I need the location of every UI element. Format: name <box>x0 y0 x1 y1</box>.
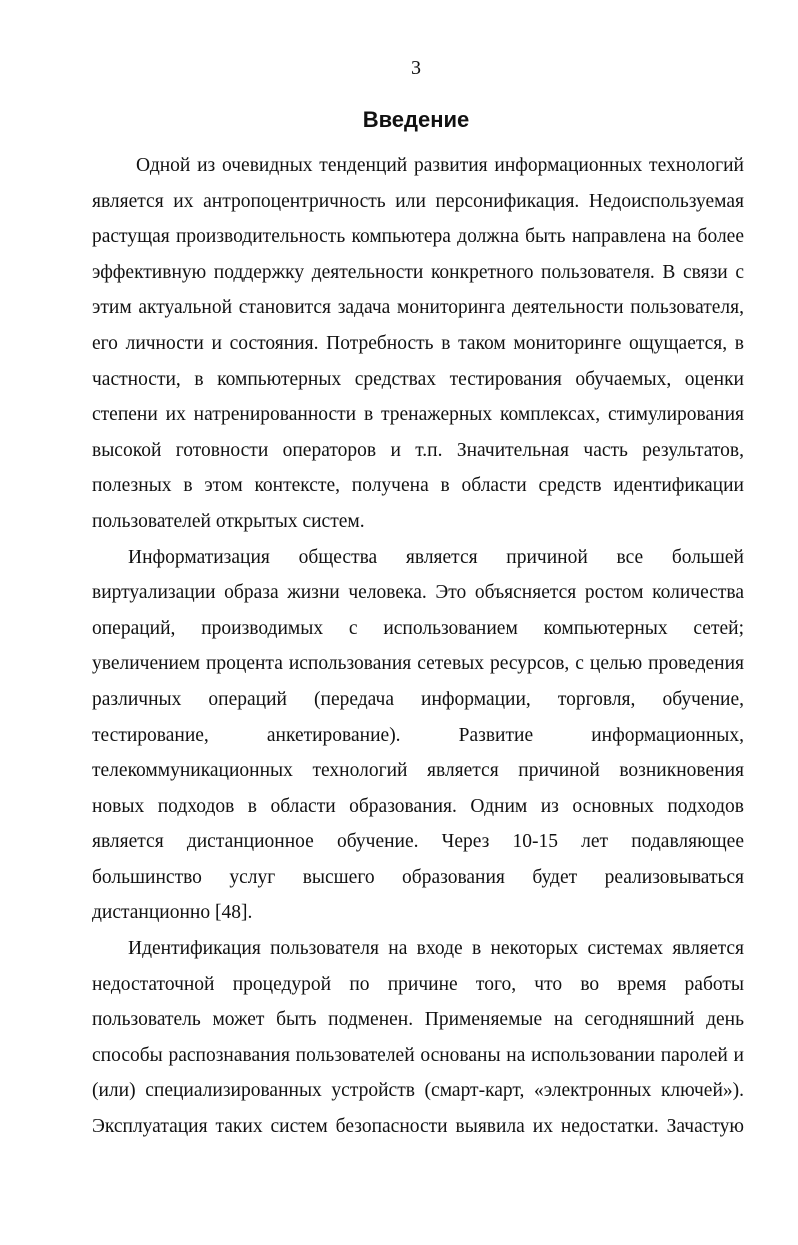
text-line: способы распознавания пользователей основаны на использовании паролей и <box>92 1044 744 1066</box>
text-line: частности, в компьютерных средствах тестирования обучаемых, оценки <box>92 368 744 390</box>
text-line: пользователей открытых систем. <box>92 510 365 532</box>
text-line: новых подходов в области образования. Одним из основных подходов <box>92 795 744 817</box>
text-line: большинство услуг высшего образования будет реализовываться <box>92 866 744 888</box>
text-line: различных операций (передача информации, торговля, обучение, <box>92 688 744 710</box>
text-line: высокой готовности операторов и т.п. Значительная часть результатов, <box>92 439 744 461</box>
paragraph-3 <box>92 931 744 1145</box>
paragraph-2 <box>92 540 744 932</box>
text-line: Эксплуатация таких систем безопасности выявила их недостатки. Зачастую <box>92 1116 744 1138</box>
text-line: пользователь может быть подменен. Применяемые на сегодняшний день <box>92 1009 744 1031</box>
text-line: телекоммуникационных технологий является причиной возникновения <box>92 760 744 782</box>
text-line: Идентификация пользователя на входе в некоторых системах является <box>128 938 744 960</box>
text-line: растущая производительность компьютера должна быть направлена на более <box>92 226 744 248</box>
paragraph-1 <box>92 148 744 540</box>
section-heading: Введение <box>362 107 470 132</box>
text-line: виртуализации образа жизни человека. Это объясняется ростом количества <box>92 582 744 604</box>
text-line: полезных в этом контексте, получена в области средств идентификации <box>92 475 744 497</box>
text-line: является дистанционное обучение. Через 10-15 лет подавляющее <box>92 831 744 853</box>
text-line: Одной из очевидных тенденций развития информационных технологий <box>136 155 744 176</box>
text-line: операций, производимых с использованием компьютерных сетей; <box>92 617 744 639</box>
page-number: 3 <box>411 57 421 79</box>
text-line: дистанционно [48]. <box>92 902 253 924</box>
text-line: (или) специализированных устройств (смарт-карт, «электронных ключей»). <box>92 1080 744 1102</box>
text-line: увеличением процента использования сетевых ресурсов, с целью проведения <box>92 653 744 675</box>
body-text <box>92 148 744 1145</box>
text-line: тестирование, анкетирование). Развитие информационных, <box>92 724 744 746</box>
text-line: недостаточной процедурой по причине того, что во время работы <box>92 973 744 995</box>
text-line: эффективную поддержку деятельности конкретного пользователя. В связи с <box>92 261 744 283</box>
text-line: является их антропоцентричность или персонификация. Недоиспользуемая <box>92 190 744 212</box>
text-line: Информатизация общества является причиной все большей <box>128 546 744 568</box>
text-line: его личности и состояния. Потребность в таком мониторинге ощущается, в <box>92 332 744 354</box>
text-line: этим актуальной становится задача мониторинга деятельности пользователя, <box>92 297 744 319</box>
text-line: степени их натренированности в тренажерных комплексах, стимулирования <box>92 404 744 426</box>
